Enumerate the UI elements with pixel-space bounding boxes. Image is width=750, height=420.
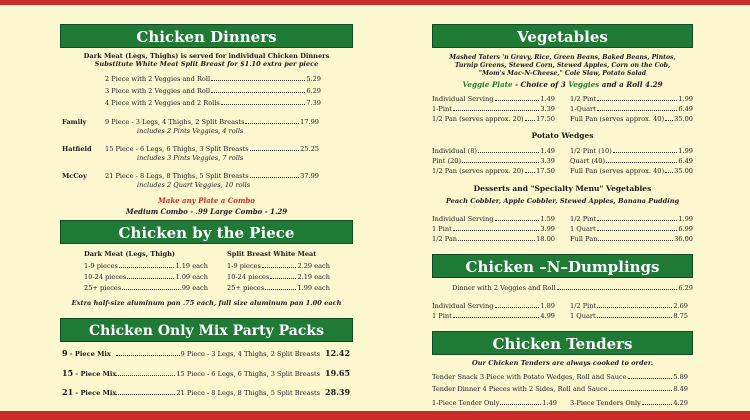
family-name: Family (62, 118, 87, 126)
family-name: McCoy (62, 172, 87, 180)
wedges-row: Individual (8) 1.49 (432, 147, 555, 155)
dumplings-dinner: Dinner with 2 Veggies and Roll 6.29 (452, 284, 693, 292)
pack-row: 15 Piece - 6 Legs, 6 Thighs, 3 Split Breasts (116, 370, 320, 378)
veg-list-2: Turnip Greens, Stewed Corn, Stewed Apples, Corn on the Cob, (454, 62, 671, 69)
family-item: 15 Piece - 6 Legs, 6 Thighs, 3 Split Breasts 25.25 (105, 145, 319, 153)
pack-row: 21 Piece - 8 Legs, 8 Thighs, 5 Split Breasts (116, 389, 320, 397)
wedges-row: Pint (20) 3.39 (432, 157, 555, 165)
white-row: 10-24 pieces 2.19 each (227, 273, 330, 281)
vegetables-header: Vegetables (432, 24, 693, 48)
pack-label: 9 - Piece Mix (62, 348, 111, 358)
veg-row: 1/2 Pan (serves approx. 20) 17.50 (432, 115, 555, 123)
white-row: 25+ pieces 1.99 each (227, 284, 330, 292)
dark-row: 10-24 pieces 1.09 each (84, 273, 208, 281)
party-packs-header: Chicken Only Mix Party Packs (60, 318, 353, 342)
desserts-row: Individual Serving 1.59 (432, 215, 555, 223)
dumplings-row: 1 Pint 4.99 (432, 312, 555, 320)
desserts-row: Full Pan 36.00 (570, 235, 693, 243)
pack-price: 28.39 (325, 387, 351, 397)
veg-list-1: Mashed Taters 'n Gravy, Rice, Green Beans, Baked Beans, Pintos, (449, 54, 676, 61)
family-item: 9 Piece - 3 Legs, 4 Thighs, 2 Split Breasts 17.99 (105, 118, 319, 126)
combo-title: Make any Plate a Combo (158, 196, 255, 205)
family-includes: includes 2 Pints Veggies, 4 rolls (137, 127, 244, 135)
family-includes: includes 2 Quart Veggies, 10 rolls (137, 181, 251, 189)
wedges-row: 1/2 Pan (serves approx. 20) 17.50 (432, 167, 555, 175)
potato-wedges-title: Potato Wedges (531, 131, 594, 140)
veg-row: 1/2 Pint 1.99 (570, 95, 693, 103)
dumplings-row: Individual Serving 1.89 (432, 302, 555, 310)
wedges-row: 1/2 Pint (10) 1.99 (570, 147, 693, 155)
dark-row: 25+ pieces .99 each (84, 284, 208, 292)
wedges-row: Full Pan (serves approx. 40) 35.00 (570, 167, 693, 175)
veg-row: Full Pan (serves approx. 40) 35.00 (570, 115, 693, 123)
wedges-row: Quart (40) 6.49 (570, 157, 693, 165)
pack-price: 19.65 (325, 368, 351, 378)
desserts-row: 1/2 Pan 18.00 (432, 235, 555, 243)
dumplings-row: 1 Quart 8.75 (570, 312, 688, 320)
veg-row: 1-Quart 6.49 (570, 105, 693, 113)
desserts-list: Peach Cobbler, Apple Cobbler, Stewed Apples, Banana Pudding (445, 197, 680, 205)
desserts-row: 1/2 Pint 1.99 (570, 215, 693, 223)
dinner-item: 3 Piece with 2 Veggies and Roll 6.29 (105, 87, 321, 95)
veg-list-3: "Mom's Mac-N-Cheese," Cole Slaw, Potato Salad (478, 70, 647, 77)
pack-label: 15 - Piece Mix (62, 368, 117, 378)
desserts-row: 1 Quart 6.99 (570, 225, 693, 233)
pan-note: Extra half-size aluminum pan .75 each, full size aluminum pan 1.00 each (71, 299, 342, 307)
chicken-dinners-header: Chicken Dinners (60, 24, 353, 48)
tenders-item: Tender Dinner 4 Pieces with 2 Sides, Roll and Sauce 8.49 (432, 385, 688, 393)
desserts-title: Desserts and "Specialty Menu" Vegetables (473, 184, 652, 193)
tenders-single: 1-Piece Tender Only 1.49 (432, 399, 557, 407)
chicken-by-piece-header: Chicken by the Piece (60, 220, 353, 244)
white-meat-header: Split Breast White Meat (227, 250, 317, 258)
dinner-item: 2 Piece with 2 Veggies and Roll 5.29 (105, 75, 321, 83)
dinners-note-2: Substitute White Meat Split Breast for $1.10 extra per piece (94, 60, 319, 68)
top-red-border (0, 0, 750, 5)
tenders-header: Chicken Tenders (432, 331, 693, 355)
dark-meat-header: Dark Meat (Legs, Thigh) (84, 250, 176, 258)
dark-row: 1-9 pieces 1.19 each (84, 262, 208, 270)
desserts-row: 1 Pint 3.99 (432, 225, 555, 233)
tenders-item: Tender Snack 3 Piece with Potato Wedges, Roll and Sauce 5.89 (432, 373, 688, 381)
veg-row: Individual Serving 1.49 (432, 95, 555, 103)
veg-row: 1-Pint 3.39 (432, 105, 555, 113)
family-includes: includes 3 Pints Veggies, 7 rolls (137, 154, 244, 162)
tenders-note: Our Chicken Tenders are always cooked to order. (471, 359, 653, 367)
dumplings-row: 1/2 Pint 2.69 (570, 302, 688, 310)
veggie-plate: Veggie Plate - Choice of 3 Veggies and a Roll 4.29 (462, 80, 663, 89)
white-row: 1-9 pieces 2.29 each (227, 262, 330, 270)
tenders-single: 3-Piece Tenders Only 4.29 (570, 399, 688, 407)
combo-line: Medium Combo - .99 Large Combo - 1.29 (125, 207, 288, 216)
dumplings-header: Chicken –N–Dumplings (432, 254, 693, 278)
pack-label: 21 - Piece Mix (62, 387, 117, 397)
dinners-note-1: Dark Meat (Legs, Thighs) is served for individual Chicken Dinners (83, 52, 330, 60)
pack-price: 12.42 (325, 348, 351, 358)
family-name: Hatfield (62, 145, 92, 153)
family-item: 21 Piece - 8 Legs, 8 Thighs, 5 Split Breasts 37.99 (105, 172, 319, 180)
bottom-red-border (0, 411, 750, 420)
pack-row: 9 Piece - 3 Legs, 4 Thighs, 2 Split Breasts (116, 350, 320, 358)
dinner-item: 4 Piece with 2 Veggies and 2 Rolls 7.39 (105, 99, 321, 107)
